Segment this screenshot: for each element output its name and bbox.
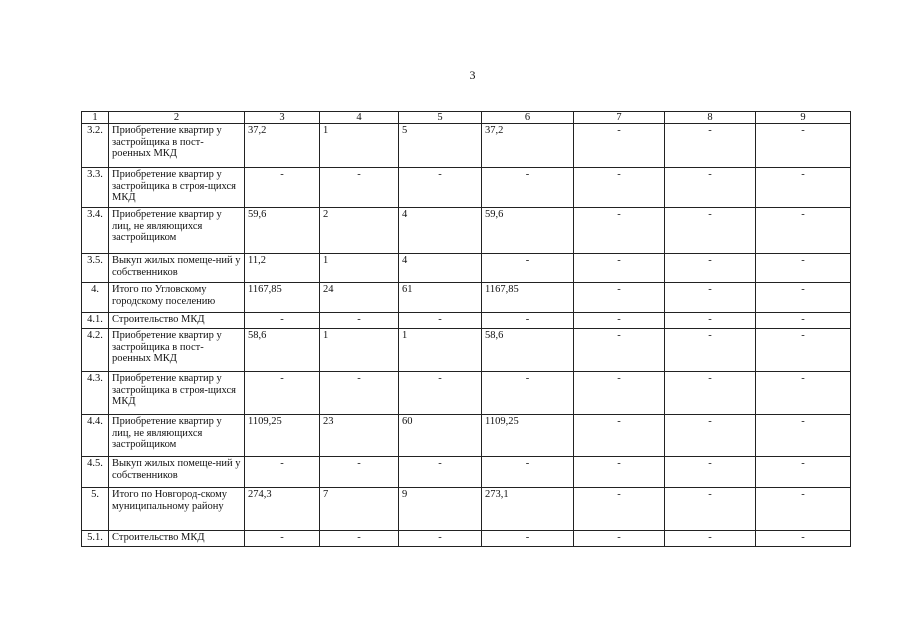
empty-value: - [399,313,482,329]
value-cell: 60 [399,415,482,457]
empty-value: - [245,168,320,208]
empty-value: - [574,457,665,488]
value-cell: 1167,85 [245,283,320,313]
value-cell: 1 [320,124,399,168]
empty-value: - [574,329,665,372]
empty-value: - [320,531,399,547]
empty-value: - [399,372,482,415]
value-cell: 1109,25 [245,415,320,457]
value-cell: 11,2 [245,254,320,283]
column-header-6: 6 [482,112,574,124]
value-cell: 4 [399,254,482,283]
empty-value: - [756,329,851,372]
empty-value: - [665,124,756,168]
value-cell: 9 [399,488,482,531]
empty-value: - [665,531,756,547]
column-header-3: 3 [245,112,320,124]
value-cell: 1109,25 [482,415,574,457]
empty-value: - [665,168,756,208]
table-row [82,313,851,329]
page-number: 3 [469,68,476,82]
table-row [82,124,851,168]
row-number: 3.4. [82,208,109,254]
value-cell: 273,1 [482,488,574,531]
empty-value: - [665,208,756,254]
row-description: Итого по Новгород-скому муниципальному району [109,488,245,531]
empty-value: - [482,313,574,329]
empty-value: - [756,254,851,283]
value-cell: 37,2 [482,124,574,168]
row-description: Приобретение квартир у лиц, не являющихся застройщиком [109,415,245,457]
value-cell: 4 [399,208,482,254]
value-cell: 61 [399,283,482,313]
table-row [82,457,851,488]
row-number: 3.3. [82,168,109,208]
empty-value: - [756,313,851,329]
column-header-4: 4 [320,112,399,124]
empty-value: - [245,531,320,547]
empty-value: - [574,531,665,547]
header-row [82,112,851,124]
value-cell: 274,3 [245,488,320,531]
table-row [82,415,851,457]
value-cell: 1 [320,329,399,372]
empty-value: - [756,488,851,531]
row-description: Приобретение квартир у лиц, не являющихся застройщиком [109,208,245,254]
row-number: 5.1. [82,531,109,547]
table-row [82,168,851,208]
empty-value: - [756,208,851,254]
empty-value: - [665,457,756,488]
empty-value: - [665,329,756,372]
empty-value: - [756,283,851,313]
row-description: Строительство МКД [109,313,245,329]
value-cell: 1167,85 [482,283,574,313]
column-header-8: 8 [665,112,756,124]
empty-value: - [574,168,665,208]
row-number: 4.1. [82,313,109,329]
empty-value: - [665,283,756,313]
empty-value: - [482,372,574,415]
row-description: Выкуп жилых помеще-ний у собственников [109,457,245,488]
empty-value: - [320,372,399,415]
empty-value: - [482,457,574,488]
empty-value: - [320,168,399,208]
value-cell: 23 [320,415,399,457]
empty-value: - [574,488,665,531]
row-number: 5. [82,488,109,531]
empty-value: - [320,457,399,488]
row-description: Приобретение квартир у застройщика в строя-щихся МКД [109,372,245,415]
value-cell: 24 [320,283,399,313]
empty-value: - [665,372,756,415]
table-row [82,488,851,531]
empty-value: - [245,457,320,488]
column-header-1: 1 [82,112,109,124]
row-number: 3.2. [82,124,109,168]
data-table [81,111,851,547]
empty-value: - [665,254,756,283]
row-description: Приобретение квартир у застройщика в строя-щихся МКД [109,168,245,208]
empty-value: - [245,313,320,329]
row-description: Строительство МКД [109,531,245,547]
column-header-7: 7 [574,112,665,124]
column-header-9: 9 [756,112,851,124]
row-description: Приобретение квартир у застройщика в пост-роенных МКД [109,329,245,372]
value-cell: 5 [399,124,482,168]
empty-value: - [482,254,574,283]
table-row [82,329,851,372]
row-number: 4.5. [82,457,109,488]
empty-value: - [756,415,851,457]
empty-value: - [320,313,399,329]
empty-value: - [574,283,665,313]
column-header-5: 5 [399,112,482,124]
empty-value: - [245,372,320,415]
empty-value: - [574,208,665,254]
value-cell: 59,6 [482,208,574,254]
empty-value: - [756,372,851,415]
row-description: Выкуп жилых помеще-ний у собственников [109,254,245,283]
table-row [82,531,851,547]
empty-value: - [482,531,574,547]
column-header-2: 2 [109,112,245,124]
empty-value: - [574,372,665,415]
empty-value: - [756,457,851,488]
empty-value: - [756,124,851,168]
empty-value: - [399,531,482,547]
value-cell: 58,6 [482,329,574,372]
empty-value: - [574,254,665,283]
empty-value: - [574,124,665,168]
row-number: 4. [82,283,109,313]
table-row [82,208,851,254]
row-number: 3.5. [82,254,109,283]
row-number: 4.3. [82,372,109,415]
empty-value: - [574,313,665,329]
table-row [82,254,851,283]
value-cell: 59,6 [245,208,320,254]
row-number: 4.4. [82,415,109,457]
row-number: 4.2. [82,329,109,372]
value-cell: 7 [320,488,399,531]
value-cell: 37,2 [245,124,320,168]
table-row [82,283,851,313]
table-body [82,124,851,547]
value-cell: 1 [399,329,482,372]
row-description: Итого по Угловскому городскому поселению [109,283,245,313]
value-cell: 2 [320,208,399,254]
empty-value: - [665,415,756,457]
empty-value: - [665,488,756,531]
empty-value: - [482,168,574,208]
empty-value: - [756,168,851,208]
empty-value: - [756,531,851,547]
value-cell: 1 [320,254,399,283]
empty-value: - [665,313,756,329]
empty-value: - [399,457,482,488]
empty-value: - [399,168,482,208]
row-description: Приобретение квартир у застройщика в пост-роенных МКД [109,124,245,168]
table-row [82,372,851,415]
empty-value: - [574,415,665,457]
value-cell: 58,6 [245,329,320,372]
